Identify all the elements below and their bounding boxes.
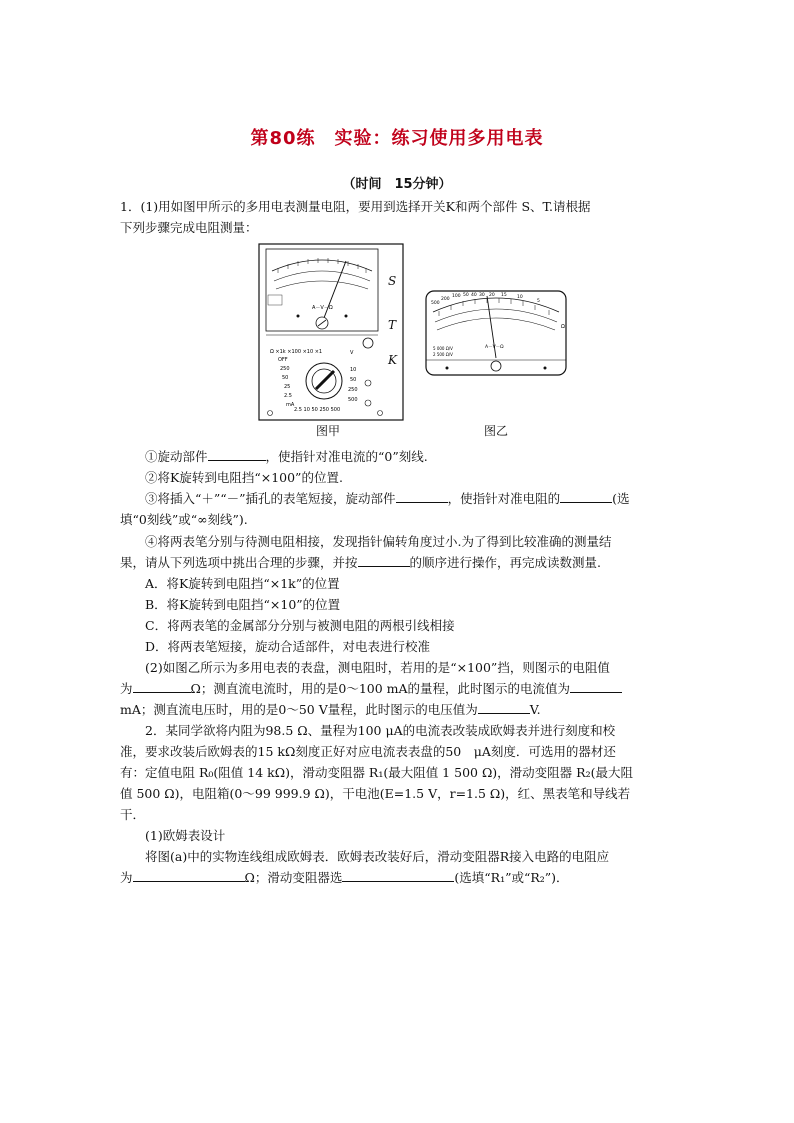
q2-line6: 将图(a)中的实物连线组成欧姆表．欧姆表改装好后，滑动变阻器R接入电路的电阻应 — [145, 849, 610, 864]
svg-text:100: 100 — [452, 294, 461, 299]
q2-line4: 值 500 Ω)，电阻箱(0～99 999.9 Ω)，干电池(E=1.5 V，r=1.5 Ω)，红、黑表笔和导线若 — [120, 786, 631, 801]
figure-yi-dial — [425, 290, 567, 376]
q1-step4: ④将两表笔分别与待测电阻相接，发现指针偏转角度过小.为了得到比较准确的测量结 — [145, 534, 612, 549]
svg-text:2.5: 2.5 — [284, 393, 292, 399]
q2-line5: 干． — [120, 807, 146, 822]
svg-text:mA: mA — [286, 402, 295, 408]
svg-text:10: 10 — [517, 295, 523, 300]
svg-text:5 000 Ω/V: 5 000 Ω/V — [433, 346, 453, 351]
bottom-scale-labels: 2.5 10 50 250 500 — [294, 407, 341, 413]
svg-text:A－V－Ω: A－V－Ω — [485, 345, 504, 350]
q1-part2-line1: (2)如图乙所示为多用电表的表盘，测电阻时，若用的是“×100”挡，则图示的电阻值 — [145, 660, 610, 675]
svg-text:2 500 Ω/V: 2 500 Ω/V — [433, 352, 453, 357]
svg-text:Ω: Ω — [561, 324, 565, 330]
answer-blank[interactable] — [133, 867, 245, 882]
svg-text:50: 50 — [282, 375, 289, 381]
svg-text:50: 50 — [350, 377, 357, 383]
answer-blank[interactable] — [396, 488, 448, 503]
svg-text:500: 500 — [431, 301, 440, 306]
q1-step1: ①旋动部件 ，使指针对准电流的“0”刻线. — [145, 446, 705, 467]
q2-line7: 为 Ω；滑动变阻器选 (选填“R₁”或“R₂”)． — [120, 867, 680, 888]
q2-line2: 准，要求改装后欧姆表的15 kΩ刻度正好对应电流表表盘的50 μA刻度．可选用的器材还 — [120, 744, 616, 759]
svg-text:5: 5 — [537, 299, 540, 304]
q1-option-a: A．将K旋转到电阻挡“×1k”的位置 — [145, 576, 340, 591]
q1-option-b: B．将K旋转到电阻挡“×10”的位置 — [145, 597, 341, 612]
page-title: 第80练 实验：练习使用多用电表 — [250, 128, 544, 149]
q1-step4-cont: 果，请从下列选项中挑出合理的步骤，并按 的顺序进行操作，再完成读数测量. — [120, 552, 680, 573]
q2-line3: 有：定值电阻 R₀(阻值 14 kΩ)，滑动变阻器 R₁(最大阻值 1 500 Ω)，滑动变阻器 R₂(最大阻 — [120, 765, 633, 780]
q1-step3: ③将插入“＋”“－”插孔的表笔短接，旋动部件 ，使指针对准电阻的 (选 — [145, 488, 705, 509]
time-note: （时间 15分钟） — [342, 177, 452, 192]
q1-part2-line3: mA；测直流电压时，用的是0～50 V量程，此时图示的电压值为 V. — [120, 699, 680, 720]
label-k: K — [388, 353, 397, 367]
svg-text:25: 25 — [284, 384, 291, 390]
svg-text:15: 15 — [501, 293, 507, 298]
svg-text:40: 40 — [471, 293, 477, 298]
svg-text:30: 30 — [479, 293, 485, 298]
q2-subtitle: (1)欧姆表设计 — [145, 828, 226, 843]
svg-text:10: 10 — [350, 367, 357, 373]
q1-intro-line1: 1．(1)用如图甲所示的多用电表测量电阻，要用到选择开关K和两个部件 S、T.请根据 — [120, 199, 591, 214]
answer-blank[interactable] — [133, 678, 191, 693]
answer-blank[interactable] — [342, 867, 454, 882]
svg-text:500: 500 — [348, 397, 358, 403]
svg-text:20: 20 — [489, 293, 495, 298]
answer-blank[interactable] — [358, 552, 410, 567]
answer-blank[interactable] — [478, 699, 530, 714]
svg-text:250: 250 — [348, 387, 358, 393]
q1-part2-line2: 为 Ω；测直流电流时，用的是0～100 mA的量程，此时图示的电流值为 — [120, 678, 680, 699]
figure-yi-caption: 图乙 — [484, 424, 509, 438]
ohm-range-row: Ω ×1k ×100 ×10 ×1 — [270, 349, 323, 355]
q2-line1: 2．某同学欲将内阻为98.5 Ω、量程为100 μA的电流表改装成欧姆表并进行刻度和校 — [145, 723, 616, 738]
svg-text:V: V — [350, 350, 354, 356]
svg-text:50: 50 — [463, 293, 469, 298]
answer-blank[interactable] — [208, 446, 266, 461]
label-s: S — [388, 274, 397, 288]
svg-text:200: 200 — [441, 297, 450, 302]
q1-option-c: C．将两表笔的金属部分分别与被测电阻的两根引线相接 — [145, 618, 455, 633]
q1-step3-cont: 填“0刻线”或“∞刻线”). — [120, 512, 248, 527]
q1-step2: ②将K旋转到电阻挡“×100”的位置. — [145, 470, 343, 485]
figure-jia-multimeter — [258, 243, 404, 421]
q1-option-d: D．将两表笔短接，旋动合适部件，对电表进行校准 — [145, 639, 431, 654]
svg-text:A－V－Ω: A－V－Ω — [312, 305, 333, 311]
figure-jia-caption: 图甲 — [316, 424, 341, 438]
label-t: T — [388, 318, 397, 332]
q1-intro-line2: 下列步骤完成电阻测量： — [120, 220, 258, 235]
answer-blank[interactable] — [560, 488, 612, 503]
svg-text:250: 250 — [280, 366, 290, 372]
svg-text:OFF: OFF — [278, 357, 288, 363]
answer-blank[interactable] — [570, 678, 622, 693]
